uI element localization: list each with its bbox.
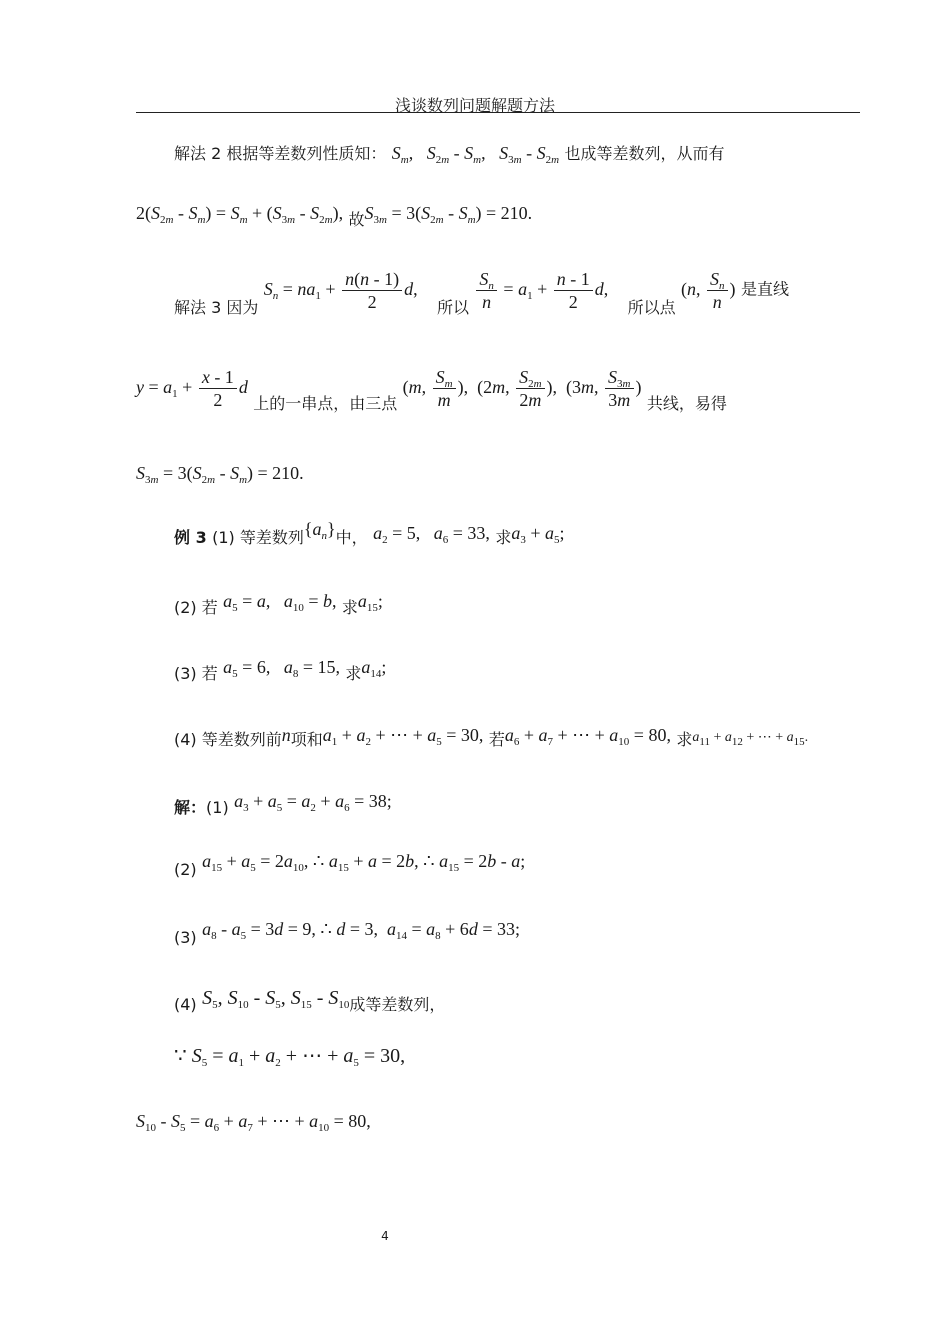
solution-difference-formula: $S_{10} - S_5 = a_6 + a_7$ + ⋯ + $a_{10} = 80$, (136, 1111, 371, 1134)
method2-line1 (174, 143, 725, 166)
example3-p4-target: a11 + a12 + ⋯ + a15. (692, 730, 809, 748)
solution-s4: (4) (174, 995, 197, 1014)
example3-p4-n: n (281, 725, 291, 745)
method3-is-line: 是直线 (740, 279, 789, 299)
example3-p1-a: (1) 等差数列 (212, 528, 304, 547)
method2-gu: 故 (348, 210, 365, 229)
example3-part1 (174, 519, 565, 547)
example3-p3-a: (3) 若 (174, 664, 218, 683)
solution-s3: (3) (174, 928, 197, 947)
example3-p4-given1: $a_1 + a_2$ + ⋯ + $a_5 = 30$, (322, 725, 484, 748)
method3-suoyi: 所以 (436, 297, 469, 317)
method3-collinear: 共线，易得 (646, 393, 727, 413)
method3-sn-formula: $S_n = na_1$ + $\frac{n(n - 1)}{2}$ d, (263, 269, 418, 312)
solution-s4-formula: $S_5$, $S_{10} - S_5$, $S_{15} - S_{10}$ (202, 987, 350, 1011)
solution-because-formula: ∵ $S_5 = a_1 + a_2$ + ⋯ + $a_5 = 30$, (174, 1045, 406, 1069)
example3-p1-b: 中， (335, 528, 368, 547)
method2-line2 (136, 203, 533, 229)
header-divider (136, 112, 860, 113)
solution-part4 (174, 987, 446, 1014)
method3-line-equation: $y = a_1$ + $\frac{x - 1}{2}$ d (136, 367, 248, 410)
example3-part4 (174, 725, 809, 749)
solution-difference-line (136, 1111, 371, 1134)
solution-s4-tail: 成等差数列， (349, 995, 446, 1014)
method3-three-points: (m, $\frac{S_m}{m}$ ), (2m, $\frac{S_{2m}}{2m}$ ), (3m, $\frac{S_{3m}}{3m}$ ) (402, 367, 642, 410)
page-number: 4 (381, 1229, 389, 1243)
method2-formula: $S_m$, $S_{2m} - S_m$, $S_{3m} - S_{2m}$ (391, 143, 560, 166)
method3-suoyi-dian: 所以点 (627, 297, 676, 317)
method3-line2 (136, 367, 727, 413)
solution-s1: (1) (206, 798, 229, 817)
method2-equation: $2(S_{2m} - S_m) = S_m + (S_{3m} - S_{2m})$, (136, 203, 344, 226)
example3-label: 例 3 (174, 528, 207, 547)
solution-label: 解： (174, 798, 207, 817)
example3-p2-target: $a_{15}$; (357, 591, 383, 614)
method2-tail: 也成等差数列，从而有 (564, 144, 725, 163)
example3-p4-qiu: 求 (676, 730, 693, 749)
example3-p4-ruo: 若 (488, 730, 505, 749)
method3-result: $S_{3m} = 3(S_{2m} - S_m) = 210$. (136, 463, 304, 486)
method2-label: 解法 2 根据等差数列性质知： (174, 144, 387, 163)
example3-p1-given: $a_2 = 5$, $a_6 = 33$, (373, 523, 490, 546)
example3-p2-given: $a_5 = a$, $a_{10} = b$, (223, 591, 337, 614)
method3-on-points: 上的一串点，由三点 (253, 393, 398, 413)
solution-s3-formula: $a_8 - a_5 = 3d = 9$, ∴ d = 3, $a_{14} = a_8 + 6d = 33$; (202, 919, 520, 942)
example3-p4-given2: $a_6 + a_7$ + ⋯ + $a_{10} = 80$, (504, 725, 671, 748)
example3-part3 (174, 657, 387, 683)
page-header-title: 浅谈数列问题解题方法 (394, 96, 555, 115)
example3-p4-a: (4) 等差数列前 (174, 730, 282, 749)
solution-part1 (174, 791, 392, 817)
method2-result: $S_{3m} = 3(S_{2m} - S_m) = 210$. (364, 203, 533, 226)
solution-part3 (174, 919, 520, 947)
method3-point: (n, $\frac{S_n}{n}$ ) (681, 269, 736, 312)
example3-p3-target: $a_{14}$; (361, 657, 387, 680)
solution-s2-formula: $a_{15} + a_5 = 2a_{10}$, ∴ $a_{15} + a = 2b$, ∴ $a_{15} = 2b - a$; (202, 851, 526, 874)
example3-part2 (174, 591, 383, 617)
solution-s1-formula: $a_3 + a_5 = a_2 + a_6 = 38$; (234, 791, 392, 814)
example3-p3-qiu: 求 (345, 664, 362, 683)
example3-p3-given: $a_5 = 6$, $a_8 = 15$, (223, 657, 340, 680)
example3-p2-qiu: 求 (341, 598, 358, 617)
example3-p1-qiu: 求 (495, 528, 512, 547)
example3-p2-a: (2) 若 (174, 598, 218, 617)
solution-part2 (174, 851, 526, 879)
method3-label: 解法 3 因为 (174, 297, 259, 317)
method3-sn-over-n: $\frac{S_n}{n}$ = $a_1$ + $\frac{n - 1}{2}$ d, (474, 279, 608, 299)
example3-sequence: $\{a_n\}$ (303, 519, 336, 542)
solution-because-line (174, 1045, 406, 1069)
solution-s2: (2) (174, 860, 197, 879)
example3-p1-target: $a_3 + a_5$; (511, 523, 565, 546)
example3-p4-b: 项和 (290, 730, 323, 749)
method3-line1 (174, 269, 789, 317)
